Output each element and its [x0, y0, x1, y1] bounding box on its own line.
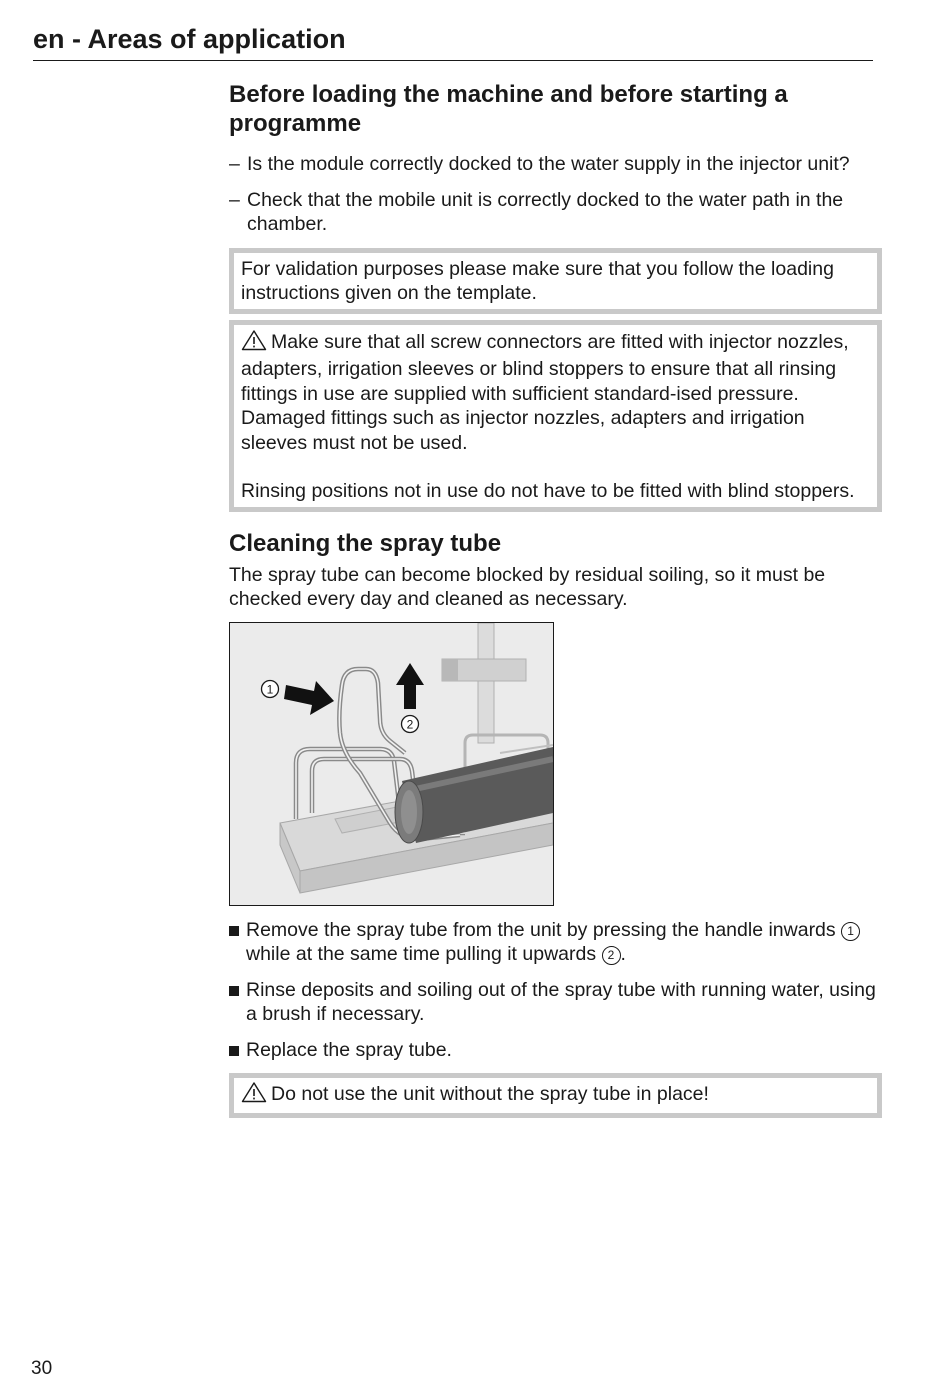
page-number: 30 [31, 1358, 53, 1379]
instruction-steps [229, 918, 877, 1063]
section-heading-cleaning: Cleaning the spray tube [229, 529, 502, 557]
dash-marker: – [229, 153, 240, 175]
step-text: Replace the spray tube. [246, 1038, 452, 1061]
warning-text-p1: Make sure that all screw connectors are fitted with injector nozzles, adapters, irrigation sleeves or blind stoppers to ensure that all rinsing fittings in use are supplied with sufficient standard-ised pressure. [241, 330, 849, 405]
dash-marker: – [229, 188, 240, 211]
validation-note-text: For validation purposes please make sure that you follow the loading instructions given on the template. [241, 257, 834, 304]
square-bullet [229, 926, 239, 936]
callout-2-label: 2 [406, 717, 414, 731]
list-item-text: Is the module correctly docked to the water supply in the injector unit? [247, 153, 850, 175]
step-text: Rinse deposits and soiling out of the spray tube with running water, using a brush if necessary. [246, 978, 876, 1025]
warning-text: Do not use the unit without the spray tube in place! [271, 1083, 709, 1105]
page-header: en - Areas of application [33, 22, 873, 61]
arrow-right-icon [284, 681, 334, 715]
list-item [229, 1038, 877, 1063]
warning-triangle-icon [241, 1081, 267, 1110]
warning-text-p2: Damaged fittings such as injector nozzles, adapters and irrigation sleeves must not be used. [241, 407, 805, 454]
list-item [229, 188, 877, 237]
square-bullet [229, 986, 239, 996]
callout-ref-1: 1 [841, 922, 860, 941]
main-content [229, 78, 877, 1118]
warning-box-spray-tube [229, 1073, 882, 1118]
spray-tube-illustration [229, 622, 554, 906]
warning-triangle-icon [241, 329, 267, 358]
intro-paragraph: The spray tube can become blocked by residual soiling, so it must be checked every day and cleaned as necessary. [229, 563, 826, 610]
list-item [229, 978, 877, 1027]
list-item [229, 152, 877, 177]
step-text: . [620, 943, 626, 965]
warning-text-p3: Rinsing positions not in use do not have to be fitted with blind stoppers. [241, 480, 855, 502]
callout-1-label: 1 [266, 682, 274, 696]
callout-ref-2: 2 [602, 946, 621, 965]
warning-box-fittings [229, 320, 882, 512]
step-text: while at the same time pulling it upwards [246, 943, 597, 965]
section-heading-before-loading: Before loading the machine and before starting a programme [229, 81, 788, 137]
step-text: Remove the spray tube from the unit by pressing the handle inwards [246, 918, 836, 941]
square-bullet [229, 1046, 239, 1056]
list-item [229, 918, 877, 967]
checklist [229, 152, 877, 237]
validation-note-box [229, 248, 882, 314]
spray-tube-drawing [230, 623, 553, 905]
list-item-text: Check that the mobile unit is correctly docked to the water path in the chamber. [247, 188, 844, 235]
arrow-up-icon [396, 663, 424, 709]
